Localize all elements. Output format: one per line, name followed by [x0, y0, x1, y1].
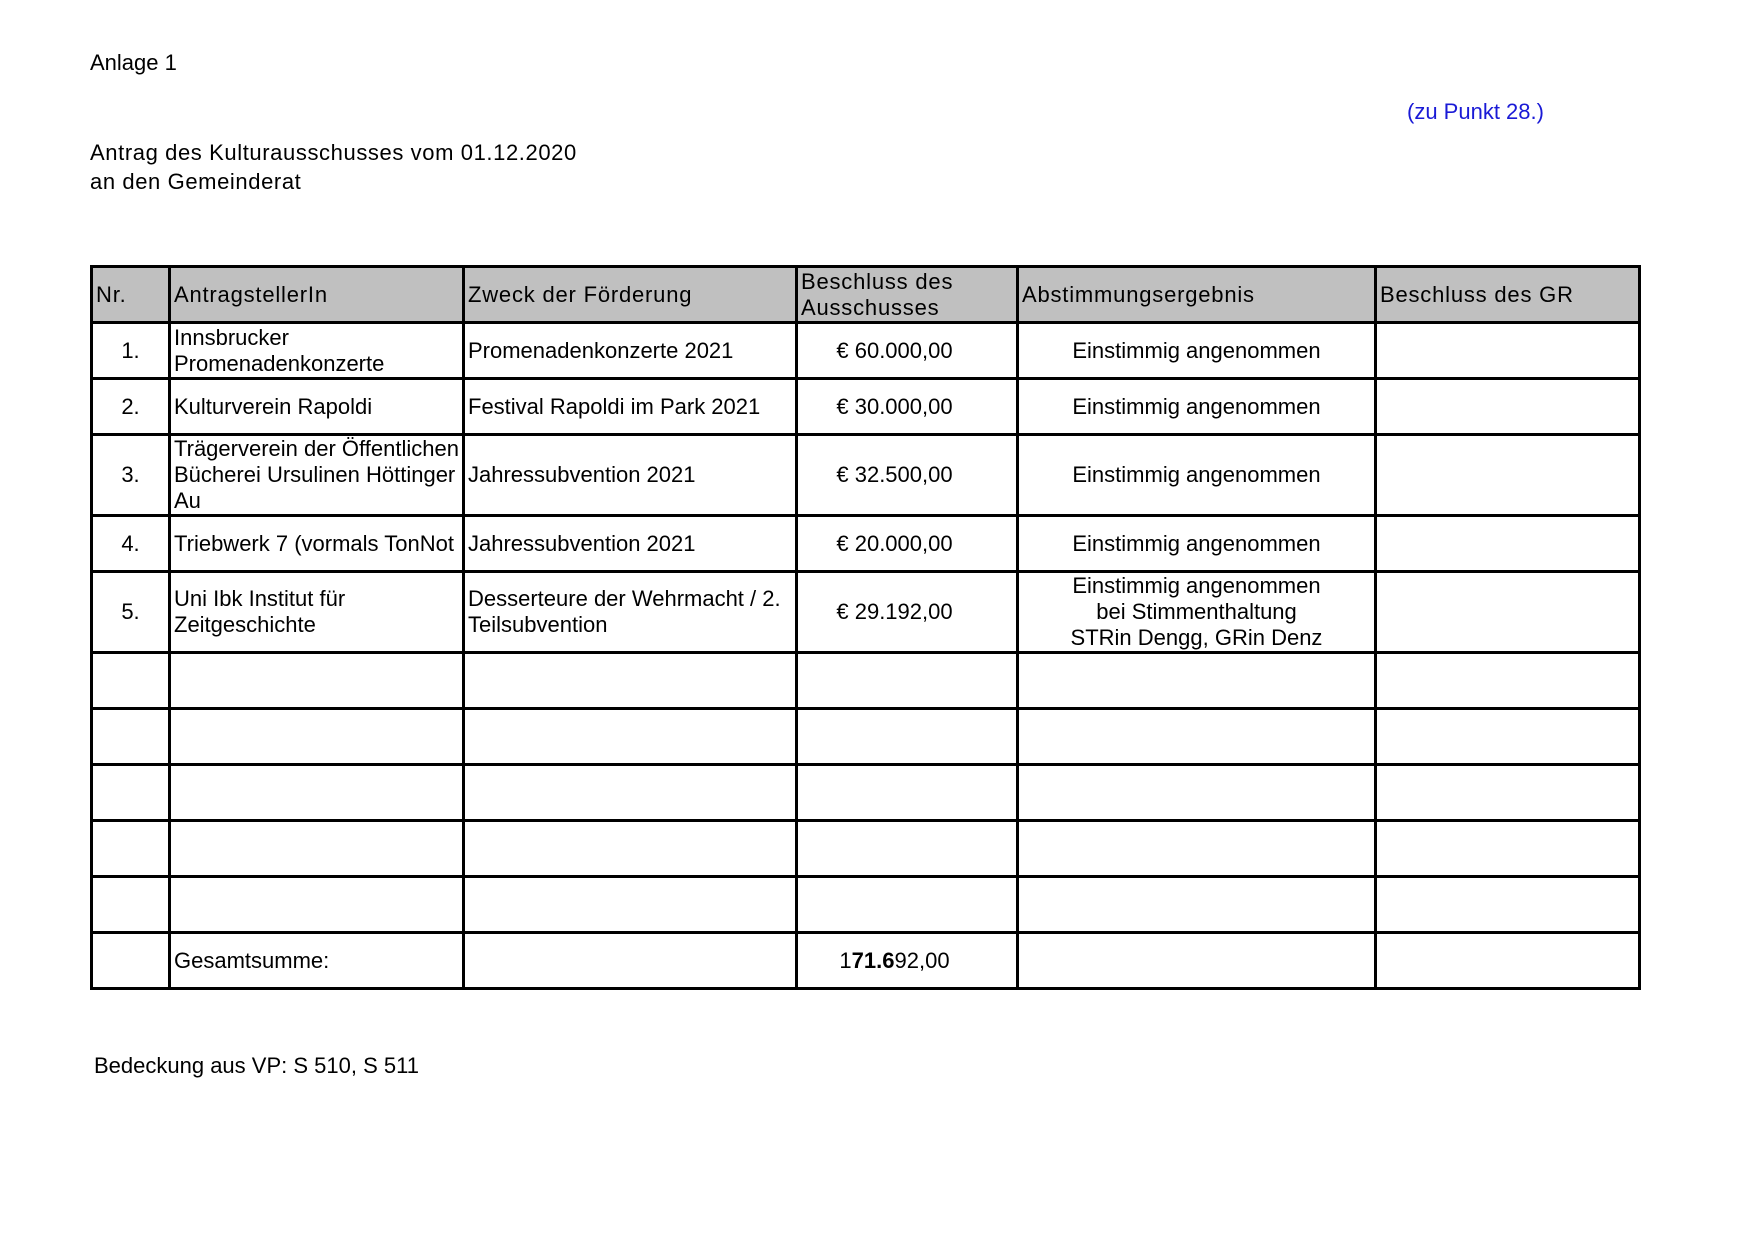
- header-beschluss-gr: Beschluss des GR: [1376, 267, 1640, 323]
- empty-cell: [797, 765, 1018, 821]
- empty-row: [92, 877, 1640, 933]
- empty-cell: [170, 877, 464, 933]
- empty-cell: [1018, 933, 1376, 989]
- cell-gr: [1376, 516, 1640, 572]
- total-suffix: 92,00: [894, 947, 950, 973]
- ergebnis-line-1: Einstimmig angenommen: [1072, 573, 1321, 598]
- empty-row: [92, 821, 1640, 877]
- cell-antragsteller: Kulturverein Rapoldi: [170, 379, 464, 435]
- empty-cell: [797, 709, 1018, 765]
- cell-zweck: Jahressubvention 2021: [464, 516, 797, 572]
- empty-row: [92, 653, 1640, 709]
- cell-antragsteller: Triebwerk 7 (vormals TonNot: [170, 516, 464, 572]
- empty-cell: [1018, 877, 1376, 933]
- total-bold: 71.6: [851, 947, 895, 973]
- cell-nr: 1.: [92, 323, 170, 379]
- cell-beschluss: € 20.000,00: [797, 516, 1018, 572]
- total-prefix: 1: [839, 947, 852, 973]
- cell-zweck: Desserteure der Wehrmacht / 2. Teilsubvention: [464, 572, 797, 653]
- agenda-item-reference: (zu Punkt 28.): [1407, 99, 1544, 124]
- funding-source-note: Bedeckung aus VP: S 510, S 511: [94, 1053, 419, 1078]
- cell-beschluss: € 32.500,00: [797, 435, 1018, 516]
- empty-row: [92, 709, 1640, 765]
- empty-cell: [92, 821, 170, 877]
- document-title: [90, 138, 577, 196]
- funding-table: [90, 265, 1641, 990]
- total-amount: [797, 933, 1018, 989]
- annex-label: Anlage 1: [90, 50, 177, 75]
- cell-ergebnis: [1018, 572, 1376, 653]
- cell-zweck: Jahressubvention 2021: [464, 435, 797, 516]
- cell-antragsteller: Uni Ibk Institut für Zeitgeschichte: [170, 572, 464, 653]
- empty-cell: [797, 653, 1018, 709]
- empty-cell: [1376, 709, 1640, 765]
- empty-cell: [464, 653, 797, 709]
- empty-cell: [1376, 653, 1640, 709]
- empty-cell: [170, 709, 464, 765]
- empty-cell: [92, 765, 170, 821]
- empty-cell: [1018, 821, 1376, 877]
- empty-cell: [1376, 765, 1640, 821]
- cell-beschluss: € 29.192,00: [797, 572, 1018, 653]
- header-antragsteller: AntragstellerIn: [170, 267, 464, 323]
- table-row: [92, 572, 1640, 653]
- cell-beschluss: € 30.000,00: [797, 379, 1018, 435]
- empty-cell: [464, 765, 797, 821]
- title-line-1: Antrag des Kulturausschusses vom 01.12.2020: [90, 140, 577, 165]
- empty-cell: [92, 933, 170, 989]
- cell-gr: [1376, 572, 1640, 653]
- header-beschluss-ausschuss: Beschluss des Ausschusses: [797, 267, 1018, 323]
- empty-cell: [92, 709, 170, 765]
- total-label: Gesamtsumme:: [170, 933, 464, 989]
- title-line-2: an den Gemeinderat: [90, 169, 302, 194]
- empty-cell: [1376, 821, 1640, 877]
- ergebnis-line-3: STRin Dengg, GRin Denz: [1070, 625, 1323, 650]
- table-row: [92, 516, 1640, 572]
- ergebnis-line-2: bei Stimmenthaltung: [1096, 599, 1297, 624]
- empty-cell: [464, 821, 797, 877]
- cell-gr: [1376, 323, 1640, 379]
- empty-cell: [1018, 709, 1376, 765]
- cell-zweck: Festival Rapoldi im Park 2021: [464, 379, 797, 435]
- cell-gr: [1376, 435, 1640, 516]
- empty-cell: [1018, 653, 1376, 709]
- header-zweck: Zweck der Förderung: [464, 267, 797, 323]
- cell-antragsteller: Innsbrucker Promenadenkonzerte: [170, 323, 464, 379]
- table-row: [92, 379, 1640, 435]
- empty-cell: [1376, 877, 1640, 933]
- empty-cell: [170, 765, 464, 821]
- empty-cell: [170, 821, 464, 877]
- cell-ergebnis: Einstimmig angenommen: [1018, 516, 1376, 572]
- empty-cell: [797, 877, 1018, 933]
- empty-cell: [1018, 765, 1376, 821]
- empty-cell: [797, 821, 1018, 877]
- empty-cell: [92, 653, 170, 709]
- cell-nr: 4.: [92, 516, 170, 572]
- cell-gr: [1376, 379, 1640, 435]
- cell-ergebnis: Einstimmig angenommen: [1018, 435, 1376, 516]
- empty-cell: [92, 877, 170, 933]
- empty-row: [92, 765, 1640, 821]
- cell-zweck: Promenadenkonzerte 2021: [464, 323, 797, 379]
- cell-nr: 2.: [92, 379, 170, 435]
- total-row: [92, 933, 1640, 989]
- header-abstimmungsergebnis: Abstimmungsergebnis: [1018, 267, 1376, 323]
- header-nr: Nr.: [92, 267, 170, 323]
- empty-cell: [170, 653, 464, 709]
- cell-antragsteller: Trägerverein der Öffentlichen Bücherei Ursulinen Höttinger Au: [170, 435, 464, 516]
- empty-cell: [1376, 933, 1640, 989]
- empty-cell: [464, 709, 797, 765]
- cell-ergebnis: Einstimmig angenommen: [1018, 379, 1376, 435]
- empty-cell: [464, 933, 797, 989]
- cell-nr: 3.: [92, 435, 170, 516]
- cell-beschluss: € 60.000,00: [797, 323, 1018, 379]
- table-row: [92, 323, 1640, 379]
- empty-cell: [464, 877, 797, 933]
- cell-ergebnis: Einstimmig angenommen: [1018, 323, 1376, 379]
- table-header-row: [92, 267, 1640, 323]
- cell-nr: 5.: [92, 572, 170, 653]
- table-row: [92, 435, 1640, 516]
